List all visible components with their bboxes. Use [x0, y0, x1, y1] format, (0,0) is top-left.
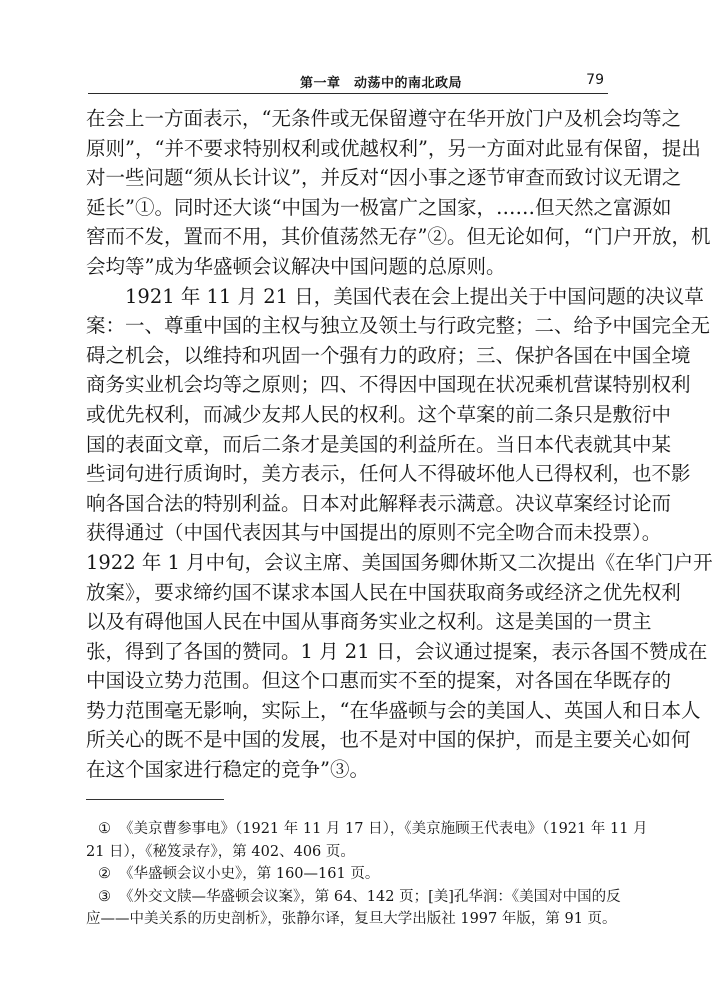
text-line: 在会上一方面表示，“无条件或无保留遵守在华开放门户及机会均等之: [86, 107, 681, 130]
footnote-divider: [86, 799, 224, 800]
text-line: 张，得到了各国的赞同。1 月 21 日，会议通过提案，表示各国不赞成在: [86, 639, 708, 663]
footnote-mark: ②: [98, 866, 111, 883]
footnote-text: 《外交文牍—华盛顿会议案》，第 64、142 页；[美]孔华润：《美国对中国的反: [119, 888, 621, 905]
text-line: 国的表面文章，而后二条才是美国的利益所在。当日本代表就其中某: [86, 432, 672, 456]
footnote-text-continued: 应——中美关系的历史剖析》，张静尔译，复旦大学出版社 1997 年版，第 91 页。: [86, 911, 617, 928]
page-number: 79: [586, 72, 604, 88]
text-line: 在这个国家进行稳定的竞争”③。: [86, 758, 369, 782]
text-line: 商务实业机会均等之原则；四、不得因中国现在状况乘机营谋特别权利: [86, 373, 691, 397]
text-line: 1922 年 1 月中旬，会议主席、美国国务卿休斯又二次提出《在华门户开: [86, 550, 713, 574]
text-line: 对一些问题“须从长计议”，并反对“因小事之逐节审查而致讨议无谓之: [86, 166, 682, 190]
text-line: 或优先权利，而减少友邦人民的权利。这个草案的前二条只是敷衍中: [86, 402, 672, 426]
text-line: 1921 年 11 月 21 日，美国代表在会上提出关于中国问题的决议草: [86, 284, 704, 308]
text-line: 势力范围毫无影响，实际上，“在华盛顿与会的美国人、英国人和日本人: [86, 698, 701, 722]
text-line: 些词句进行质询时，美方表示，任何人不得破坏他人已得权利，也不影: [86, 462, 691, 486]
footnotes: [86, 818, 648, 931]
footnote-mark: ③: [98, 888, 111, 905]
text-line: 所关心的既不是中国的发展，也不是对中国的保护，而是主要关心如何: [86, 728, 691, 752]
text-line: 窖而不发，置而不用，其价值荡然无存”②。但无论如何，“门户开放，机: [86, 225, 711, 249]
footnote-2: [86, 863, 612, 886]
footnote-text: 《美京曹参事电》（1921 年 11 月 17 日），《美京施顾王代表电》（1921 年 11 月: [119, 821, 648, 837]
text-line: 放案》，要求缔约国不谋求本国人民在中国获取商务或经济之优先权利: [86, 580, 681, 604]
text-line: 延长”①。同时还大谈“中国为一极富广之国家，……但天然之富源如: [86, 195, 672, 219]
text-line: 案：一、尊重中国的主权与独立及领土与行政完整；二、给予中国完全无: [86, 314, 711, 338]
text-line: 以及有碍他国人民在中国从事商务实业之权利。这是美国的一贯主: [86, 610, 652, 634]
footnote-1: [86, 818, 648, 841]
text-line: 会均等”成为华盛顿会议解决中国问题的总原则。: [86, 254, 506, 278]
footnote-text-continued: 21 日），《秘笈录存》，第 402、406 页。: [86, 843, 355, 860]
text-line: 碍之机会，以维持和巩固一个强有力的政府；三、保护各国在中国全境: [86, 343, 691, 367]
text-line: 中国设立势力范围。但这个口惠而实不至的提案，对各国在华既存的: [86, 669, 672, 693]
running-header: [88, 69, 608, 94]
text-line: 获得通过（中国代表因其与中国提出的原则不完全吻合而未投票）。: [86, 521, 662, 545]
body-text: [86, 104, 713, 785]
footnote-mark: ①: [98, 821, 111, 837]
footnote-3: [86, 886, 621, 909]
text-line: 原则”，“并不要求特别权利或优越权利”，另一方面对此显有保留，提出: [86, 136, 701, 160]
footnote-text: 《华盛顿会议小史》，第 160—161 页。: [119, 866, 380, 883]
chapter-title: 第一章 动荡中的南北政局: [300, 76, 463, 91]
text-line: 响各国合法的特别利益。日本对此解释表示满意。决议草案经讨论而: [86, 491, 672, 515]
